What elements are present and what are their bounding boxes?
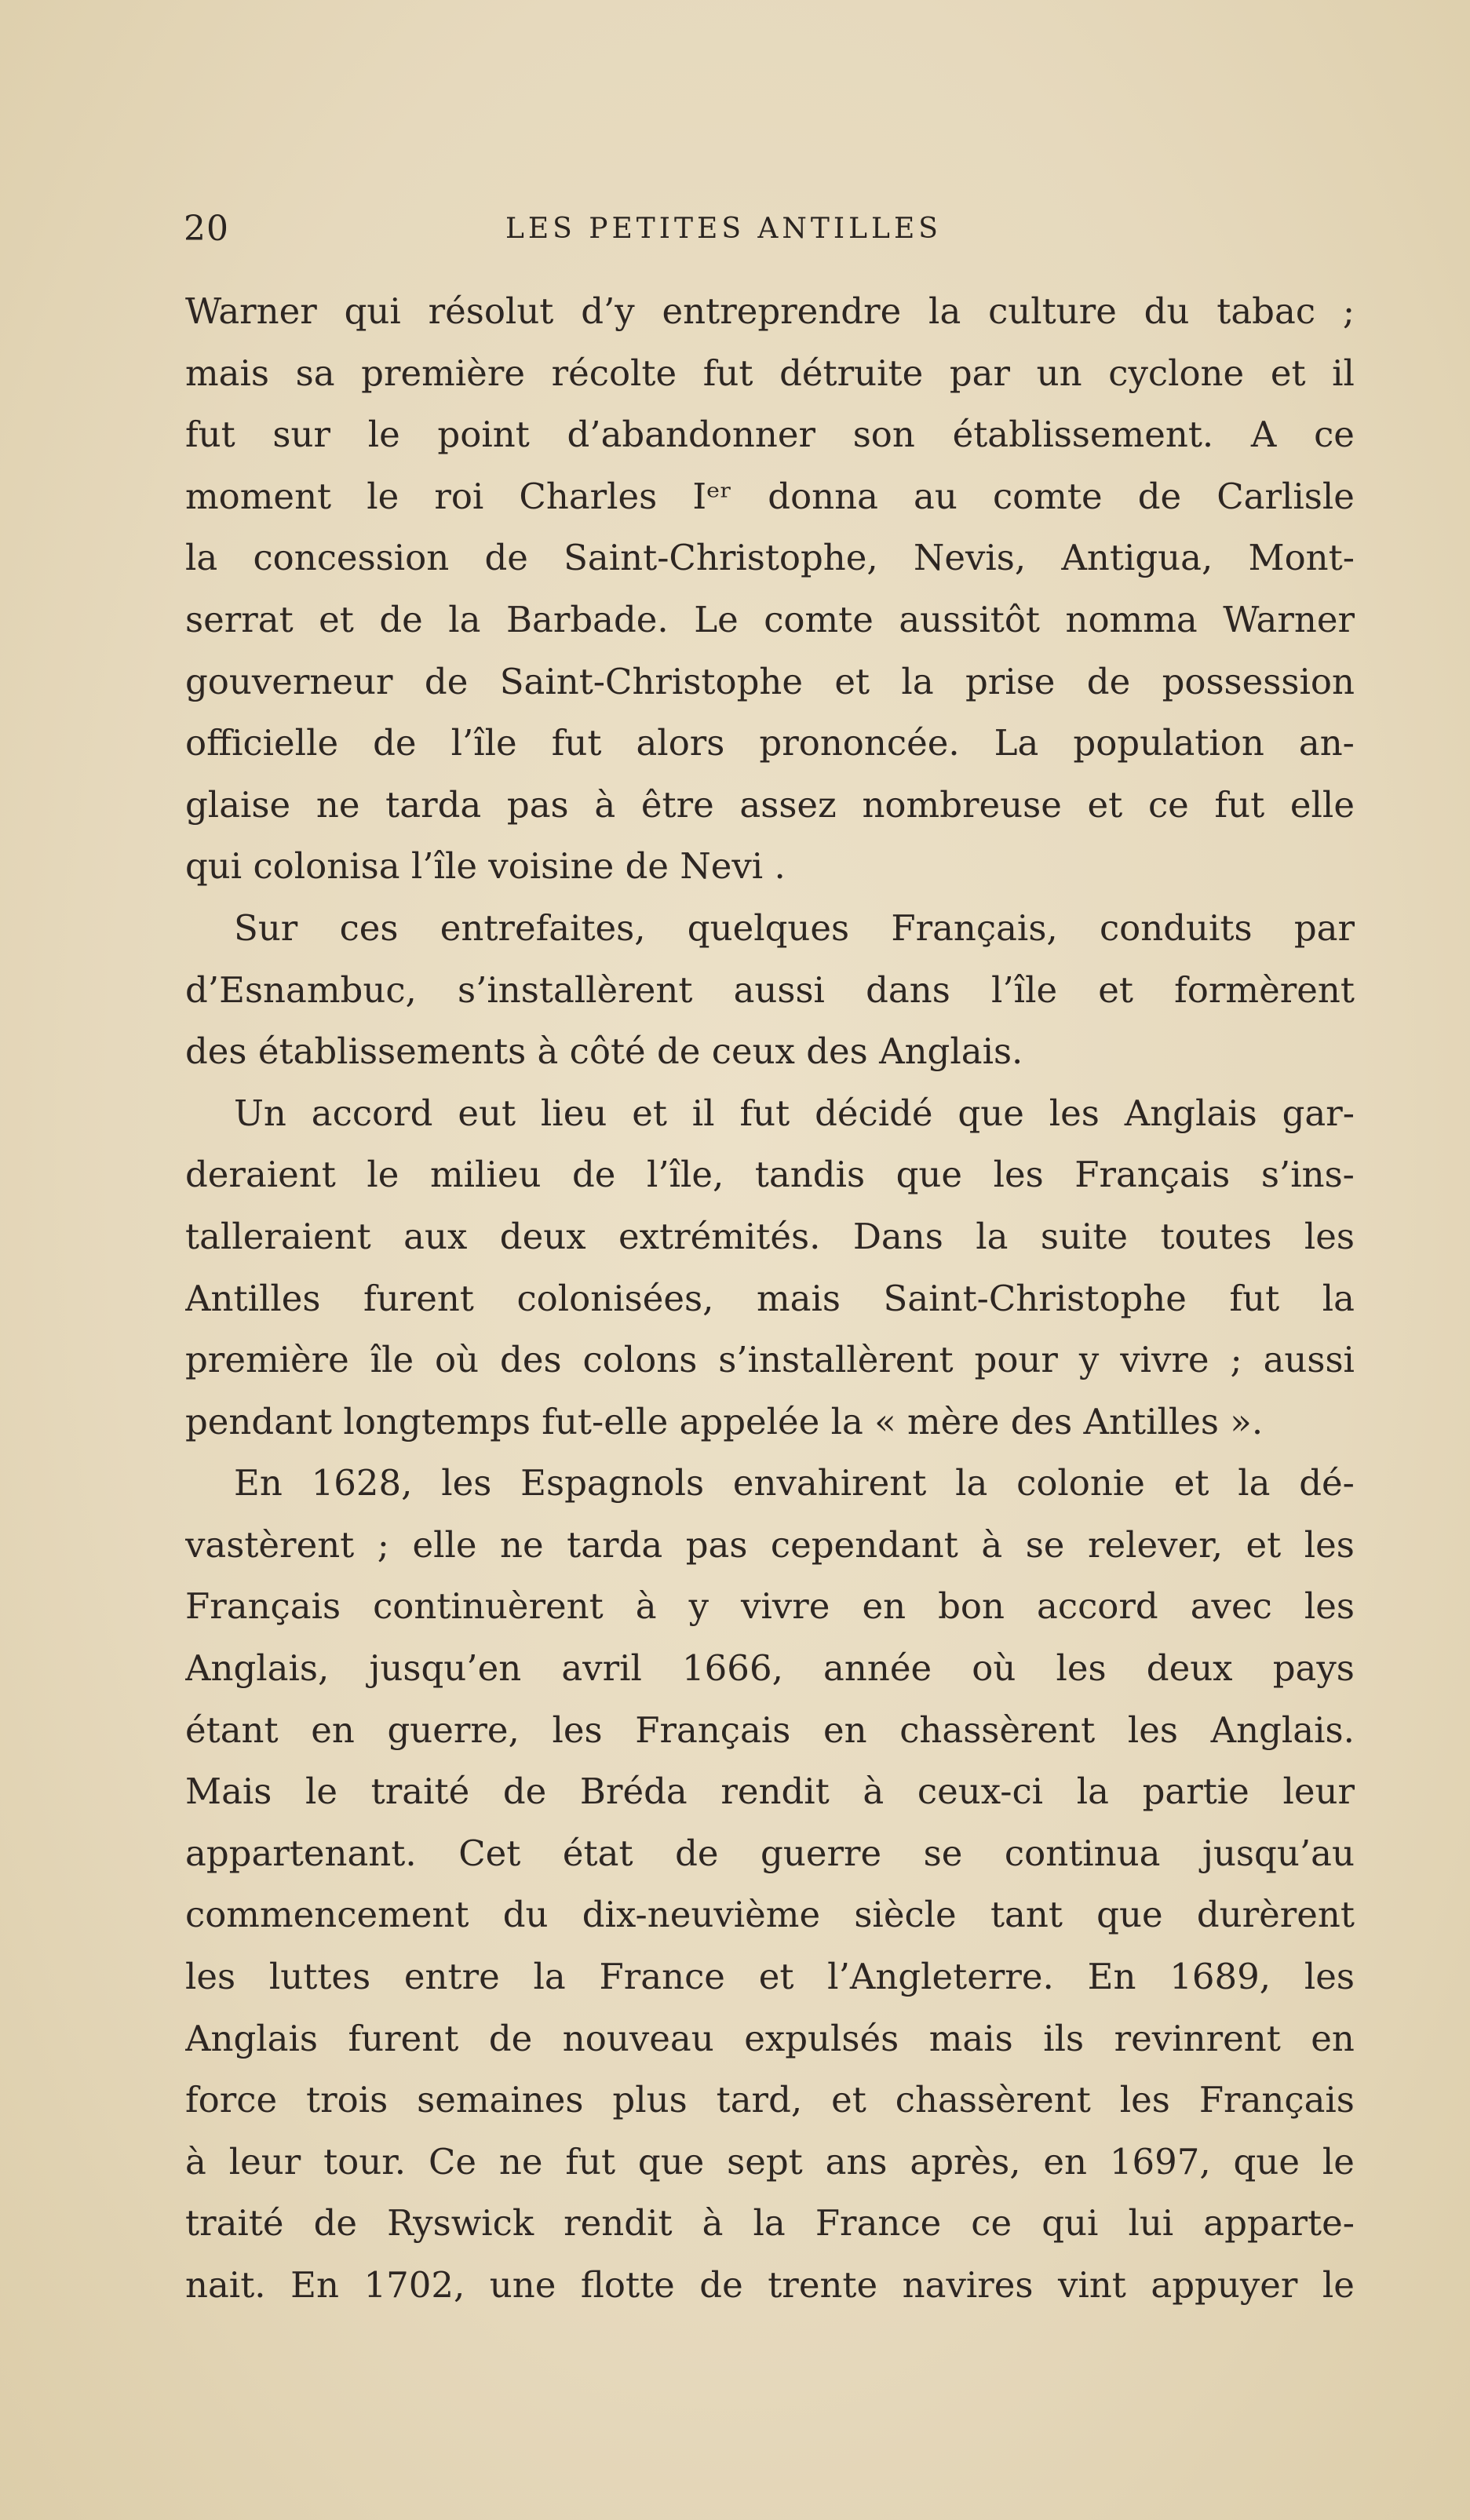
text-line: force trois semaines plus tard, et chassèrent les Français: [185, 2079, 1355, 2121]
text-line: moment le roi Charles Iᵉʳ donna au comte de Carlisle: [185, 475, 1355, 517]
page-number: 20: [184, 209, 229, 249]
text-line: serrat et de la Barbade. Le comte aussitôt nomma Warner: [185, 598, 1355, 640]
text-line: commencement du dix-neuvième siècle tant que durèrent: [185, 1894, 1355, 1936]
text-line: gouverneur de Saint-Christophe et la prise de possession: [185, 660, 1355, 702]
text-line: glaise ne tarda pas à être assez nombreuse et ce fut elle: [185, 783, 1355, 826]
text-line: première île où des colons s’installèrent pour y vivre ; aussi: [185, 1339, 1355, 1381]
text-line: à leur tour. Ce ne fut que sept ans après, en 1697, que le: [185, 2140, 1355, 2183]
text-line: étant en guerre, les Français en chassèrent les Anglais.: [185, 1709, 1355, 1751]
text-line: nait. En 1702, une flotte de trente navires vint appuyer le: [185, 2264, 1355, 2306]
text-line: pendant longtemps fut-elle appelée la « mère des Antilles ».: [185, 1400, 1264, 1442]
body-text: [185, 281, 1355, 2317]
text-line: fut sur le point d’abandonner son établissement. A ce: [185, 414, 1355, 456]
text-line: traité de Ryswick rendit à la France ce qui lui apparte-: [185, 2202, 1355, 2245]
running-title: LES PETITES ANTILLES: [505, 213, 942, 245]
text-line: la concession de Saint-Christophe, Nevis, Antigua, Mont-: [185, 537, 1355, 579]
text-line: vastèrent ; elle ne tarda pas cependant à se relever, et les: [185, 1523, 1355, 1566]
text-line: Anglais furent de nouveau expulsés mais ils revinrent en: [185, 2017, 1355, 2059]
text-line: Sur ces entrefaites, quelques Français, conduits par: [234, 906, 1355, 949]
text-line: Antilles furent colonisées, mais Saint-Christophe fut la: [185, 1277, 1355, 1319]
text-line: Un accord eut lieu et il fut décidé que les Anglais gar-: [234, 1092, 1355, 1134]
text-line: les luttes entre la France et l’Angleterre. En 1689, les: [185, 1956, 1355, 1998]
text-line: talleraient aux deux extrémités. Dans la suite toutes les: [185, 1215, 1355, 1257]
text-line: officielle de l’île fut alors prononcée. La population an-: [185, 722, 1355, 764]
text-line: Français continuèrent à y vivre en bon accord avec les: [185, 1585, 1355, 1628]
text-line: Anglais, jusqu’en avril 1666, année où les deux pays: [185, 1647, 1355, 1690]
page-header: [184, 198, 1361, 261]
text-line: appartenant. Cet état de guerre se continua jusqu’au: [185, 1832, 1355, 1874]
text-line: d’Esnambuc, s’installèrent aussi dans l’île et formèrent: [185, 968, 1355, 1011]
text-line: qui colonisa l’île voisine de Nevi .: [185, 845, 786, 888]
text-line: Warner qui résolut d’y entreprendre la culture du tabac ;: [185, 290, 1355, 332]
text-line: deraient le milieu de l’île, tandis que les Français s’ins-: [185, 1154, 1355, 1196]
text-line: des établissements à côté de ceux des Anglais.: [185, 1030, 1023, 1073]
text-line: Mais le traité de Bréda rendit à ceux-ci la partie leur: [185, 1771, 1355, 1813]
text-line: En 1628, les Espagnols envahirent la colonie et la dé-: [234, 1462, 1355, 1504]
text-line: mais sa première récolte fut détruite par un cyclone et il: [185, 352, 1355, 394]
